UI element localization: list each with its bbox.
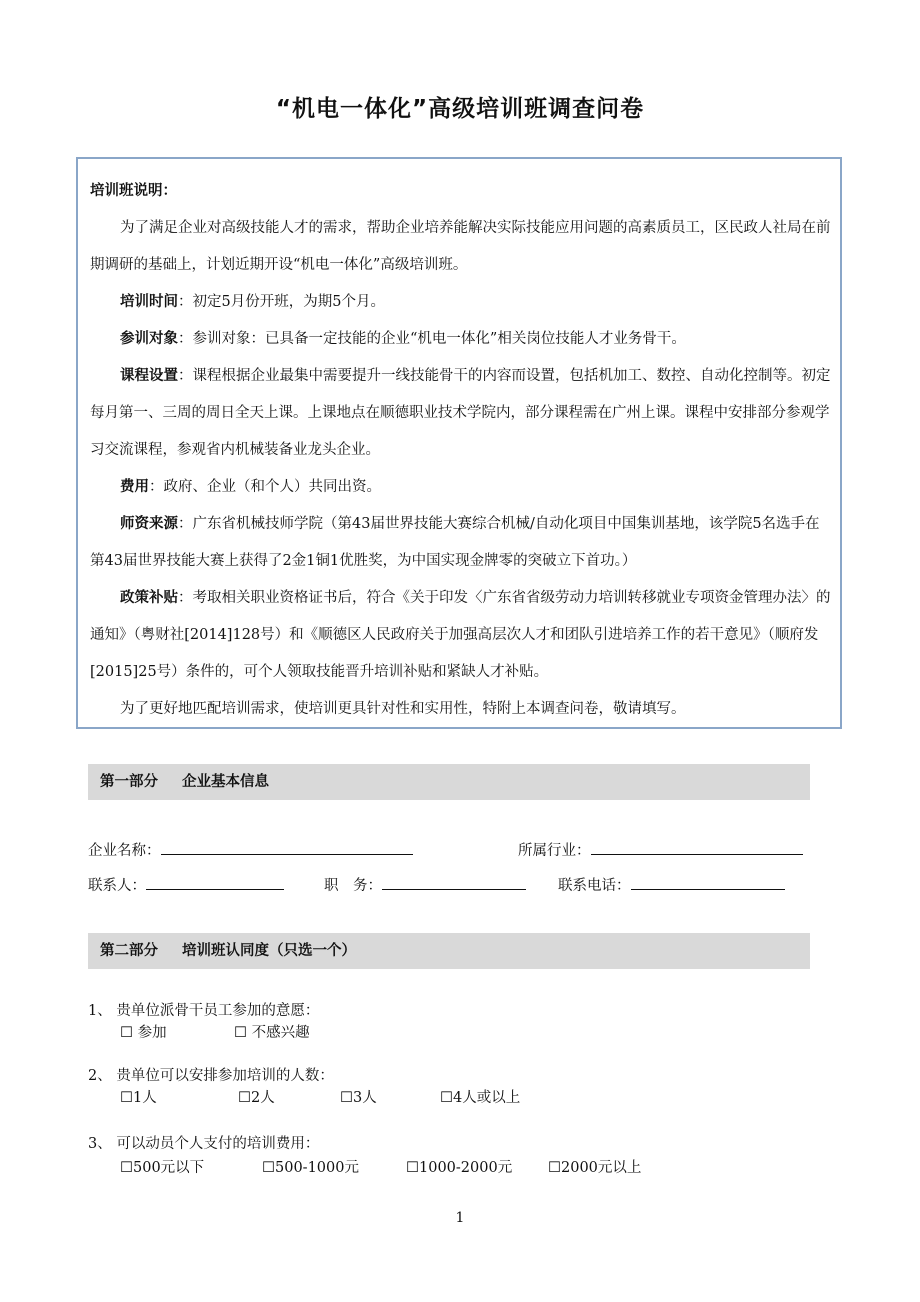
fee-label: 费用 <box>120 479 149 495</box>
teacher-source-text: ：广东省机械技师学院（第43届世界技能大赛综合机械/自动化项目中国集训基地，该学院5名选手在第43届世界技能大赛上获得了2金1铜1优胜奖，为中国实现金牌零的突破立下首功。） <box>90 516 820 569</box>
industry-line[interactable] <box>591 840 803 855</box>
section1-header <box>88 764 810 800</box>
option-3-persons[interactable]: ☐3人 <box>340 1090 377 1106</box>
position-line[interactable] <box>382 875 526 890</box>
contact-field[interactable] <box>88 875 284 896</box>
policy-subsidy-label: 政策补贴 <box>120 590 178 606</box>
phone-label: 联系电话： <box>558 878 631 894</box>
phone-line[interactable] <box>631 875 785 890</box>
question-2: 2、 贵单位可以安排参加培训的人数： <box>88 1068 334 1084</box>
section1-title: 企业基本信息 <box>182 774 269 790</box>
position-field[interactable] <box>324 875 526 896</box>
course-setting <box>90 358 832 469</box>
option-2-persons[interactable]: ☐2人 <box>238 1090 275 1106</box>
policy-subsidy <box>90 580 832 691</box>
intro-box <box>76 157 842 729</box>
course-setting-label: 课程设置 <box>120 368 178 384</box>
fee-text: ：政府、企业（和个人）共同出资。 <box>149 479 381 495</box>
option-1-person[interactable]: ☐1人 <box>120 1090 157 1106</box>
section2-part: 第二部分 <box>100 943 158 959</box>
company-name-label: 企业名称： <box>88 843 161 859</box>
intro-paragraph: 为了满足企业对高级技能人才的需求，帮助企业培养能解决实际技能应用问题的高素质员工，区民政人社局在前期调研的基础上，计划近期开设“机电一体化”高级培训班。 <box>90 220 831 273</box>
contact-label: 联系人： <box>88 878 146 894</box>
contact-line[interactable] <box>146 875 284 890</box>
option-not-interested[interactable]: ☐ 不感兴趣 <box>234 1025 310 1041</box>
question-1: 1、 贵单位派骨干员工参加的意愿： <box>88 1003 320 1019</box>
section2-header <box>88 933 810 969</box>
industry-field[interactable] <box>518 840 803 861</box>
company-name-field[interactable] <box>88 840 413 861</box>
option-participate[interactable]: ☐ 参加 <box>120 1025 167 1041</box>
training-target <box>90 321 832 358</box>
section2-title: 培训班认同度（只选一个） <box>182 943 356 959</box>
option-1000-2000[interactable]: ☐1000-2000元 <box>406 1160 513 1176</box>
training-target-text: ：参训对象：已具备一定技能的企业“机电一体化”相关岗位技能人才业务骨干。 <box>178 331 686 347</box>
training-time-text: ：初定5月份开班，为期5个月。 <box>178 294 385 310</box>
page-number: 1 <box>455 1210 465 1226</box>
company-name-line[interactable] <box>161 840 413 855</box>
fee <box>90 469 832 506</box>
training-target-label: 参训对象 <box>120 331 178 347</box>
teacher-source-label: 师资来源 <box>120 516 178 532</box>
position-label: 职 务： <box>324 878 382 894</box>
option-4-or-more[interactable]: ☐4人或以上 <box>440 1090 521 1106</box>
section1-part: 第一部分 <box>100 774 158 790</box>
phone-field[interactable] <box>558 875 785 896</box>
option-below-500[interactable]: ☐500元以下 <box>120 1160 205 1176</box>
option-above-2000[interactable]: ☐2000元以上 <box>548 1160 642 1176</box>
intro-content <box>90 173 832 728</box>
training-time <box>90 284 832 321</box>
option-500-1000[interactable]: ☐500-1000元 <box>262 1160 359 1176</box>
closing-text: 为了更好地匹配培训需求，使培训更具针对性和实用性，特附上本调查问卷，敬请填写。 <box>120 701 686 717</box>
question-3: 3、 可以动员个人支付的培训费用： <box>88 1136 320 1152</box>
training-time-label: 培训时间 <box>120 294 178 310</box>
page-title: “机电一体化”高级培训班调查问卷 <box>275 96 645 122</box>
policy-subsidy-text: ：考取相关职业资格证书后，符合《关于印发〈广东省省级劳动力培训转移就业专项资金管理办法〉的通知》（粤财社[2014]128号）和《顺德区人民政府关于加强高层次人才和团队引进培养工作的若干意见》（顺府发[2015]25号）条件的，可个人领取技能晋升培训补贴和紧缺人才补贴。 <box>90 590 831 680</box>
industry-label: 所属行业： <box>518 843 591 859</box>
intro-heading: 培训班说明： <box>90 183 177 199</box>
teacher-source <box>90 506 832 580</box>
course-setting-text: ：课程根据企业最集中需要提升一线技能骨干的内容而设置，包括机加工、数控、自动化控制等。初定每月第一、三周的周日全天上课。上课地点在顺德职业技术学院内，部分课程需在广州上课。课程中安排部分参观学习交流课程，参观省内机械装备业龙头企业。 <box>90 368 831 458</box>
